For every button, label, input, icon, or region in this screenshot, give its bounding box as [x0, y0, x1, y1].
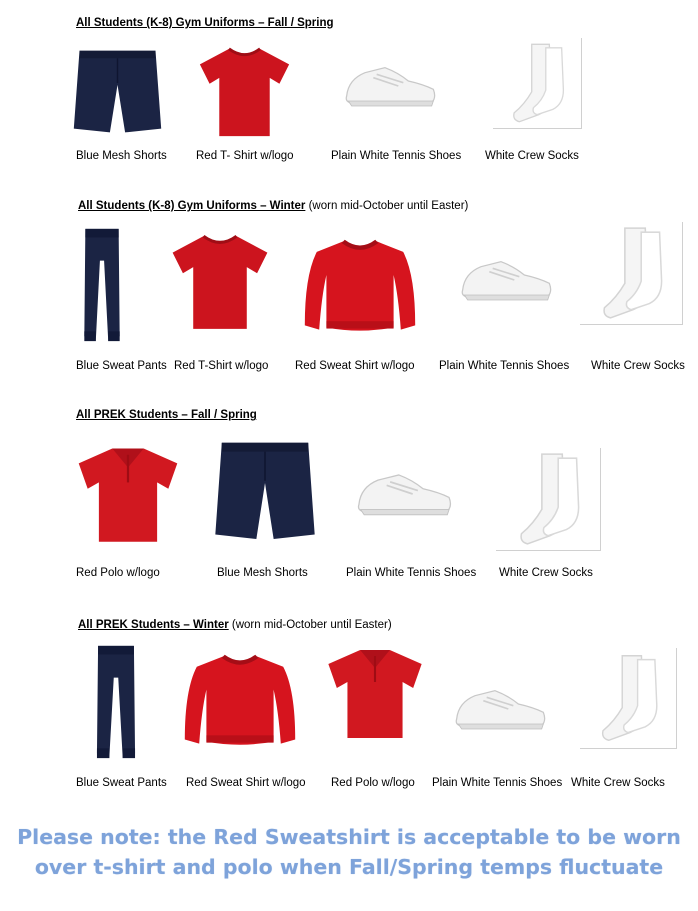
sweatpants-icon — [88, 641, 144, 763]
section-title: All Students (K-8) Gym Uniforms – Winter — [78, 200, 306, 212]
shorts-icon — [70, 45, 165, 140]
sneaker-icon — [352, 468, 456, 520]
polo-icon — [72, 440, 184, 546]
sweatshirt-icon — [300, 233, 420, 338]
product-image-white-crew-socks — [580, 222, 683, 325]
item-label: White Crew Socks — [499, 567, 593, 579]
product-image-red-sweatshirt — [180, 648, 300, 752]
section-heading-prek-fall-spring — [76, 409, 257, 421]
item-label: White Crew Socks — [485, 150, 579, 162]
product-image-white-tennis-shoes — [352, 468, 456, 520]
tshirt-icon — [168, 230, 272, 333]
sneaker-icon — [456, 255, 556, 305]
product-image-blue-mesh-shorts — [70, 45, 165, 140]
section-heading-prek-winter — [78, 619, 392, 631]
sweatshirt-icon — [180, 648, 300, 752]
section-note: (worn mid-October until Easter) — [308, 200, 469, 212]
item-label: Plain White Tennis Shoes — [432, 777, 563, 789]
sweatshirt-note — [0, 822, 698, 882]
item-label: Red Polo w/logo — [331, 777, 415, 789]
section-title: All PREK Students – Fall / Spring — [76, 409, 257, 421]
item-label: Blue Sweat Pants — [76, 777, 167, 789]
section-heading-k8-fall-spring — [76, 17, 334, 29]
socks-icon — [580, 648, 676, 748]
socks-icon — [496, 448, 600, 550]
socks-icon — [580, 222, 682, 324]
product-image-red-polo — [322, 642, 428, 742]
item-label: Blue Mesh Shorts — [76, 150, 167, 162]
sweatpants-icon — [76, 224, 128, 346]
product-image-red-tshirt — [193, 43, 296, 140]
item-label: Plain White Tennis Shoes — [346, 567, 477, 579]
note-line-2: over t-shirt and polo when Fall/Spring temps fluctuate — [34, 855, 664, 879]
product-image-white-tennis-shoes — [456, 255, 556, 305]
section-title: All PREK Students – Winter — [78, 619, 229, 631]
product-image-red-tshirt — [168, 230, 272, 333]
sneaker-icon — [340, 60, 440, 112]
item-label: Red T- Shirt w/logo — [196, 150, 294, 162]
section-title: All Students (K-8) Gym Uniforms – Fall / Spring — [76, 17, 334, 29]
shorts-icon — [211, 436, 319, 548]
product-image-white-crew-socks — [580, 648, 677, 749]
item-label: White Crew Socks — [571, 777, 665, 789]
product-image-white-crew-socks — [496, 448, 601, 551]
section-heading-k8-winter — [78, 200, 468, 212]
item-label: Red T-Shirt w/logo — [174, 360, 269, 372]
product-image-red-sweatshirt — [300, 233, 420, 338]
item-label: White Crew Socks — [591, 360, 685, 372]
product-image-white-crew-socks — [493, 38, 582, 129]
product-image-blue-mesh-shorts — [211, 436, 319, 548]
tshirt-icon — [193, 43, 296, 140]
polo-icon — [322, 642, 428, 742]
item-label: Red Polo w/logo — [76, 567, 160, 579]
product-image-white-tennis-shoes — [450, 683, 550, 735]
socks-icon — [493, 38, 581, 128]
note-line-1: Please note: the Red Sweatshirt is acceptable to be worn — [17, 825, 681, 849]
product-image-blue-sweat-pants — [88, 641, 144, 763]
item-label: Red Sweat Shirt w/logo — [295, 360, 415, 372]
item-label: Blue Mesh Shorts — [217, 567, 308, 579]
item-label: Plain White Tennis Shoes — [439, 360, 570, 372]
product-image-white-tennis-shoes — [340, 60, 440, 112]
item-label: Plain White Tennis Shoes — [331, 150, 462, 162]
item-label: Blue Sweat Pants — [76, 360, 167, 372]
product-image-red-polo — [72, 440, 184, 546]
sneaker-icon — [450, 683, 550, 735]
product-image-blue-sweat-pants — [76, 224, 128, 346]
section-note: (worn mid-October until Easter) — [231, 619, 392, 631]
item-label: Red Sweat Shirt w/logo — [186, 777, 306, 789]
